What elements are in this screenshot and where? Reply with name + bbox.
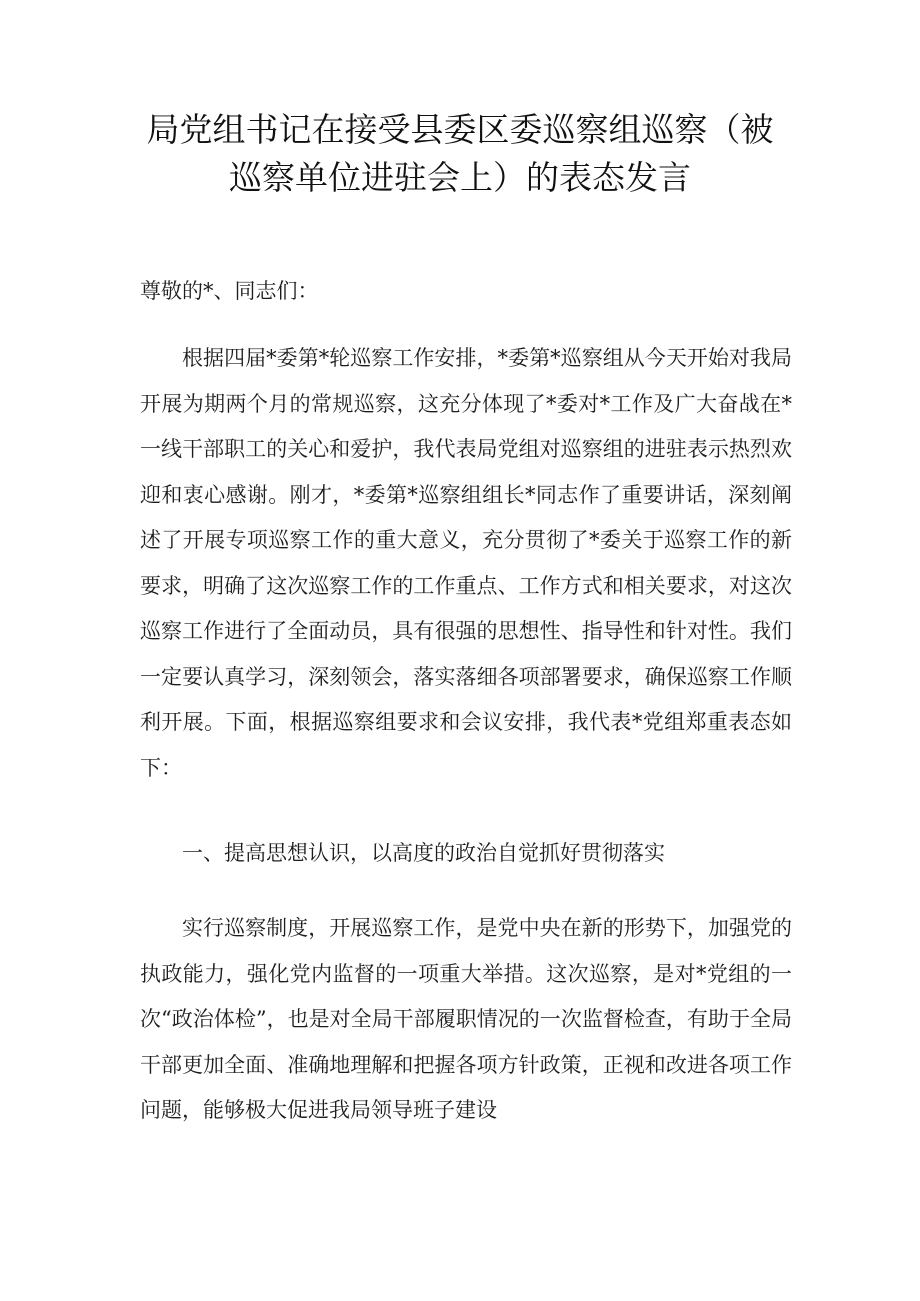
section-heading-1: 一、提高思想认识，以高度的政治自觉抓好贯彻落实 xyxy=(182,841,665,865)
document-title xyxy=(0,106,920,202)
body-paragraph-2: 实行巡察制度，开展巡察工作，是党中央在新的形势下，加强党的执政能力，强化党内监督的一项重大举措。这次巡察，是对*党组的一次“政治体检”，也是对全局干部履职情况的一次监督检查，有助于全局干部更加全面、准确地理解和把握各项方针政策，正视和改进各项工作问题，能够极大促进我局领导班子建设 xyxy=(140,916,792,1122)
title-line-1: 局党组书记在接受县委区委巡察组巡察（被 xyxy=(146,110,774,149)
body-paragraph-1: 根据四届*委第*轮巡察工作安排，*委第*巡察组从今天开始对我局开展为期两个月的常规巡察，这充分体现了*委对*工作及广大奋战在*一线干部职工的关心和爱护，我代表局党组对巡察组的进驻表示热烈欢迎和衷心感谢。刚才，*委第*巡察组组长*同志作了重要讲话，深刻阐述了开展专项巡察工作的重大意义，充分贯彻了*委关于巡察工作的新要求，明确了这次巡察工作的工作重点、工作方式和相关要求，对这次巡察工作进行了全面动员，具有很强的思想性、指导性和针对性。我们一定要认真学习，深刻领会，落实落细各项部署要求，确保巡察工作顺利开展。下面，根据巡察组要求和会议安排，我代表*党组郑重表态如下： xyxy=(140,346,792,780)
salutation: 尊敬的*、同志们： xyxy=(140,279,319,303)
title-line-2: 巡察单位进驻会上）的表态发言 xyxy=(229,158,691,197)
